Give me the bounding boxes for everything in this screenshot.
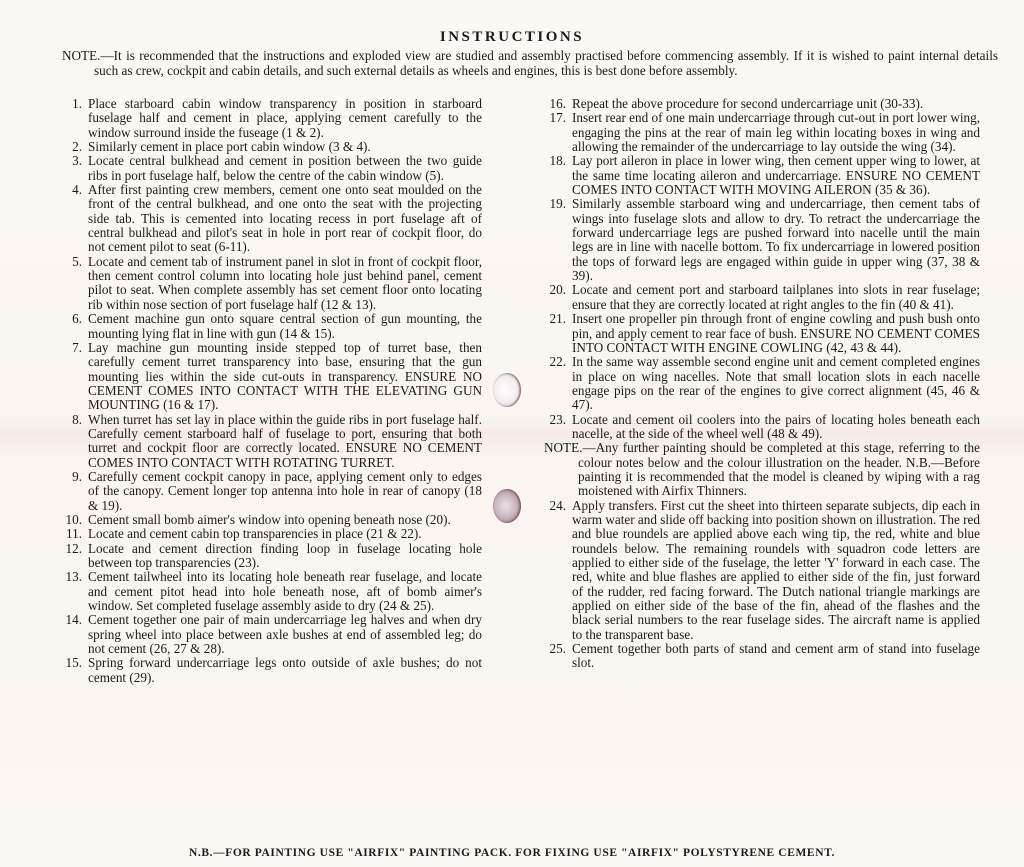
step-item bbox=[58, 542, 482, 571]
step-number: 9. bbox=[72, 468, 82, 484]
step-text: Lay port aileron in place in lower wing, then cement upper wing to lower, at the same time locating aileron and undercarriage. ENSURE NO CEMENT COMES INTO CONTACT WITH MOVING AILERON (35 & 36). bbox=[572, 153, 980, 198]
step-item bbox=[58, 312, 482, 341]
step-item bbox=[58, 255, 482, 312]
step-item bbox=[544, 111, 980, 154]
step-text: Insert one propeller pin through front of engine cowling and push bush onto pin, and apply cement to rear face of bush. ENSURE NO CEMENT COMES INTO CONTACT WITH ENGINE COWLING (42, 43 & 44). bbox=[572, 311, 980, 355]
step-item bbox=[58, 183, 482, 255]
step-number: 2. bbox=[72, 139, 82, 155]
step-number: 15. bbox=[65, 655, 82, 671]
step-number: 13. bbox=[65, 569, 82, 585]
step-text: Cement machine gun onto square central section of gun mounting, the mounting lying flat in line with gun (14 & 15). bbox=[88, 311, 482, 341]
step-item bbox=[544, 642, 980, 671]
step-item bbox=[58, 527, 482, 541]
step-number: 12. bbox=[65, 540, 82, 556]
step-number: 7. bbox=[72, 339, 82, 355]
step-text: Locate and cement port and starboard tailplanes into slots in rear fuselage; ensure that they are correctly located at right angles to the fin (40 & 41). bbox=[572, 282, 980, 312]
left-column bbox=[58, 97, 482, 685]
step-item bbox=[58, 570, 482, 613]
step-item bbox=[58, 341, 482, 413]
step-item bbox=[544, 97, 980, 111]
step-text: Cement together one pair of main undercarriage leg halves and when dry spring wheel into place between axle bushes at end of assembled leg; do not cement (26, 27 & 28). bbox=[88, 612, 482, 657]
step-number: 10. bbox=[65, 511, 82, 527]
step-item bbox=[544, 154, 980, 197]
step-text: Similarly cement in place port cabin window (3 & 4). bbox=[88, 139, 371, 155]
step-item bbox=[58, 97, 482, 140]
step-text: Spring forward undercarriage legs onto outside of axle bushes; do not cement (29). bbox=[88, 655, 482, 685]
step-number: 20. bbox=[549, 282, 566, 298]
step-text: Lay machine gun mounting inside stepped top of turret base, then carefully cement turret transparency into base, ensuring that the gun mounting lies within the side cut-outs in transparency. ENSURE NO CEMENT COMES INTO CONTACT WITH THE ELEVATING GUN MOUNTING (16 & 17). bbox=[88, 339, 482, 413]
step-number: 14. bbox=[65, 612, 82, 628]
step-text: After first painting crew members, cement one onto seat moulded on the front of the central bulkhead, and one onto the seat with the projecting side tab. This is cemented into locating recess in port fuselage aft of central bulkhead and pilot's seat in hole in port rear of cockpit floor, do not cement pilot to seat (6-11). bbox=[88, 182, 482, 255]
step-item bbox=[544, 413, 980, 442]
intro-note: NOTE.—It is recommended that the instructions and exploded view are studied and assembly practised before commencing assembly. If it is wished to paint internal details such as crew, cockpit and cabin details, and such external details as wheels and engines, this is best done before assembly. bbox=[62, 48, 998, 78]
step-item bbox=[58, 154, 482, 183]
step-text: Locate and cement cabin top transparencies in place (21 & 22). bbox=[88, 526, 422, 542]
step-number: 1. bbox=[72, 96, 82, 111]
step-number: 11. bbox=[66, 526, 82, 542]
step-number: 22. bbox=[549, 354, 566, 370]
step-item bbox=[544, 197, 980, 283]
step-number: 3. bbox=[72, 153, 82, 169]
step-text: Cement together both parts of stand and cement arm of stand into fuselage slot. bbox=[572, 641, 980, 671]
step-item bbox=[544, 355, 980, 412]
step-item bbox=[58, 470, 482, 513]
step-text: Cement small bomb aimer's window into opening beneath nose (20). bbox=[88, 511, 451, 527]
step-number: 25. bbox=[549, 641, 566, 657]
step-text: Cement tailwheel into its locating hole beneath rear fuselage, and locate and cement pitot head into hole beneath nose, aft of bomb aimer's window. Set completed fuselage assembly aside to dry (24 & 25). bbox=[88, 569, 482, 614]
step-text: Locate and cement oil coolers into the pairs of locating holes beneath each nacelle, at the side of the wheel well (48 & 49). bbox=[572, 411, 980, 441]
step-item bbox=[58, 656, 482, 685]
step-text: Carefully cement cockpit canopy in pace, applying cement only to edges of the canopy. Cement longer top antenna into hole in rear of canopy (18 & 19). bbox=[88, 468, 482, 513]
step-text: Place starboard cabin window transparency in position in starboard fuselage half and cement in place, applying cement carefully to the window surround inside the fuseage (1 & 2). bbox=[88, 96, 482, 140]
step-item bbox=[544, 312, 980, 355]
page-title: INSTRUCTIONS bbox=[439, 29, 585, 45]
right-column bbox=[544, 97, 980, 671]
step-text: Apply transfers. First cut the sheet into thirteen separate subjects, dip each in warm water and slide off backing into position shown on illustration. The red and blue roundels are applied above each wing tip, the red, white and blue roundels below. The remaining roundels with squadron code letters are applied to either side of the fuselage, the letter 'Y' forward in each case. The red, white and blue flashes are applied to either side of the fin, just forward of the rudder, red facing forward. The Dutch national triangle markings are applied on either side of the base of the fin, ahead of the flashes and the black serial numbers to the rear fuselage sides. The aircraft name is applied to the transparent base. bbox=[572, 497, 980, 642]
step-text: Locate and cement direction finding loop in fuselage locating hole between top transparencies (23). bbox=[88, 540, 482, 570]
step-item bbox=[544, 499, 980, 642]
step-number: 21. bbox=[549, 311, 566, 327]
step-item bbox=[58, 613, 482, 656]
step-number: 6. bbox=[72, 311, 82, 327]
step-text: In the same way assemble second engine unit and cement completed engines in place on wing nacelles. Note that small location slots in each nacelle engage pips on the rear of the engines to give correct alignment (45, 46 & 47). bbox=[572, 354, 980, 413]
step-text: When turret has set lay in place within the guide ribs in port fuselage half. Carefully cement starboard half of fuselage to port, ensuring that both turret and cockpit floor are correctly located. ENSURE NO CEMENT COMES INTO CONTACT WITH ROTATING TURRET. bbox=[88, 411, 482, 470]
step-item bbox=[544, 283, 980, 312]
step-number: 24. bbox=[549, 497, 566, 513]
footer-note: N.B.—FOR PAINTING USE "AIRFIX" PAINTING PACK. FOR FIXING USE "AIRFIX" POLYSTYRENE CEMENT. bbox=[188, 847, 835, 859]
step-item bbox=[58, 413, 482, 470]
painting-note: NOTE.—Any further painting should be completed at this stage, referring to the colour notes below and the colour illustration on the header. N.B.—Before painting it is recommended that the model is cleaned by wiping with a rag moistened with Airfix Thinners. bbox=[544, 440, 980, 499]
step-number: 8. bbox=[72, 411, 82, 427]
step-text: Insert rear end of one main undercarriage through cut-out in port lower wing, engaging the pins at the rear of main leg within locating boxes in wing and allowing the remainder of the undercarriage to lay outside the wing (34). bbox=[572, 110, 980, 155]
step-item bbox=[58, 513, 482, 527]
step-number: 5. bbox=[72, 253, 82, 269]
step-number: 17. bbox=[549, 110, 566, 126]
step-text: Locate and cement tab of instrument panel in slot in front of cockpit floor, then cement control column into locating hole just behind panel, cement pilot to seat. When complete assembly has set cement floor onto locating rib within nose section of port fuselage half (12 & 13). bbox=[88, 253, 482, 312]
punch-hole bbox=[493, 489, 521, 523]
step-number: 23. bbox=[549, 411, 566, 427]
step-text: Repeat the above procedure for second undercarriage unit (30-33). bbox=[572, 96, 924, 111]
step-text: Similarly assemble starboard wing and undercarriage, then cement tabs of wings into fuselage slots and allow to dry. To retract the undercarriage the forward undercarriage legs are pushed forward into nacelle until the main legs are in line with nacelle bottom. To fix undercarriage in lowered position the tops of forward legs are engaged within guide in upper wing (37, 38 & 39). bbox=[572, 196, 980, 284]
step-number: 19. bbox=[549, 196, 566, 212]
step-number: 4. bbox=[72, 182, 82, 198]
step-text: Locate central bulkhead and cement in position between the two guide ribs in port fuselage half, below the centre of the cabin window (5). bbox=[88, 153, 482, 183]
punch-hole bbox=[493, 373, 521, 407]
step-number: 18. bbox=[549, 153, 566, 169]
step-item bbox=[58, 140, 482, 154]
step-number: 16. bbox=[549, 96, 566, 111]
